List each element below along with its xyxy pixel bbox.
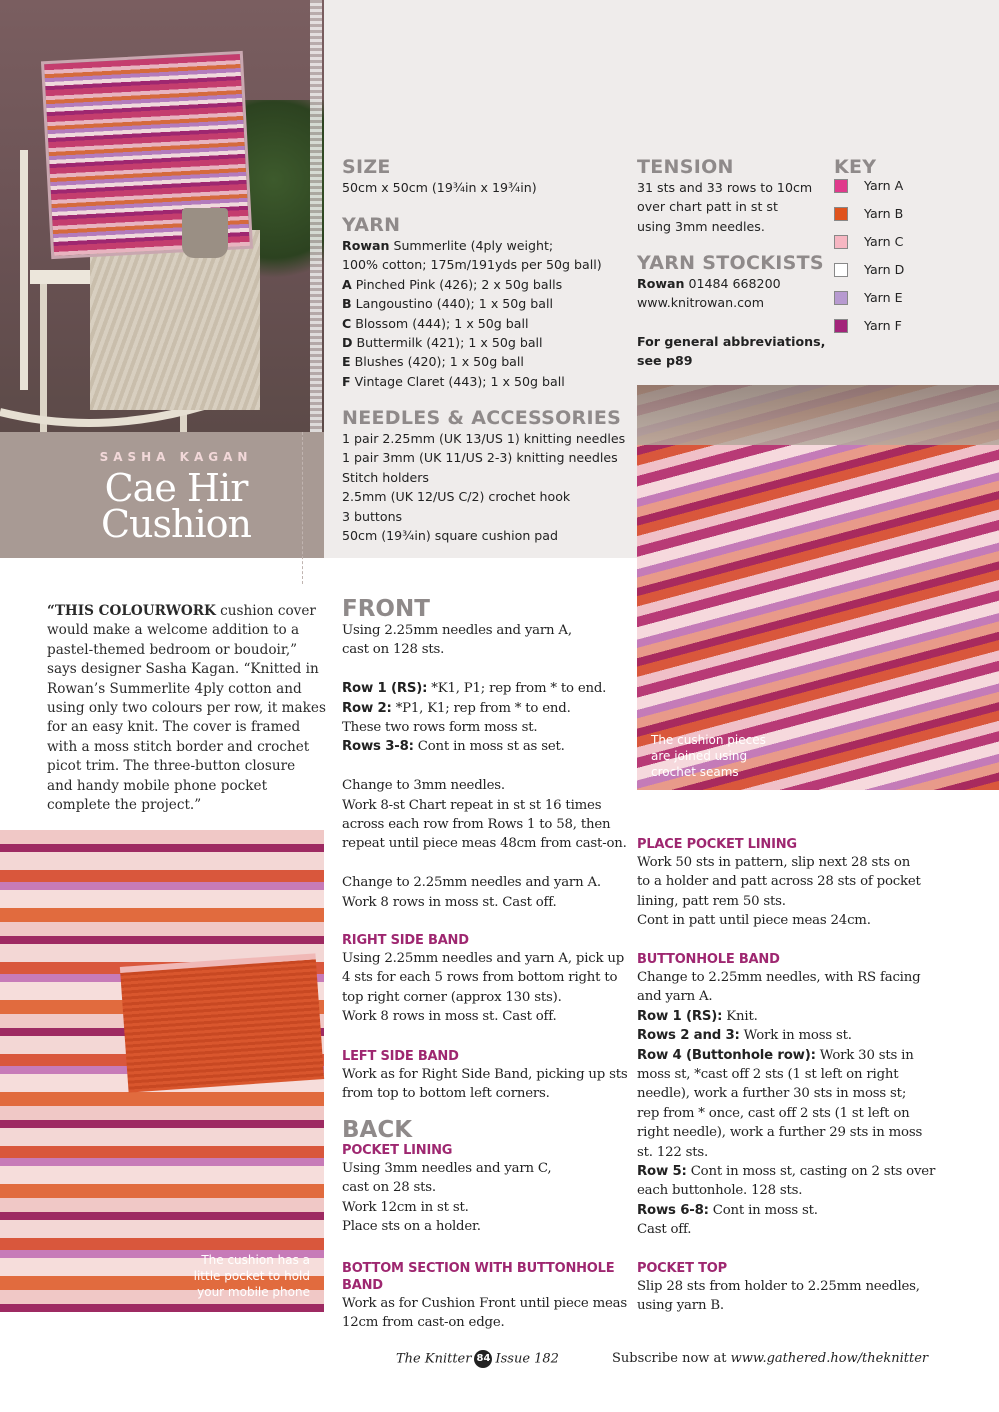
abbreviations-note: see p89 xyxy=(637,353,693,369)
knitted-throw xyxy=(90,230,260,410)
text-line: moss st, *cast off 2 sts (1 st left on right xyxy=(637,1067,899,1083)
key-label: Yarn F xyxy=(864,318,902,333)
yarn-item: Pinched Pink (426); 2 x 50g balls xyxy=(351,276,563,292)
row-label: Rows 2 and 3: xyxy=(637,1028,740,1044)
row-label: Row 4 (Buttonhole row): xyxy=(637,1047,816,1063)
text-line: across each row from Rows 1 to 58, then xyxy=(342,817,611,833)
subscribe-url[interactable]: www.gathered.how/theknitter xyxy=(730,1351,929,1366)
text-line: to a holder and patt across 28 sts of pocket xyxy=(637,874,921,890)
intro-line: cushion cover xyxy=(220,603,316,619)
text-line: needle), work a further 30 sts in moss st; xyxy=(637,1086,907,1102)
intro-line: complete the project.” xyxy=(47,797,202,814)
text-line: Work 50 sts in pattern, slip next 28 sts on xyxy=(637,855,911,870)
row-text: Knit. xyxy=(722,1008,758,1024)
intro-lead: “THIS COLOURWORK xyxy=(47,603,216,619)
text-line: 12cm from cast-on edge. xyxy=(342,1315,505,1331)
text-line: These two rows form moss st. xyxy=(342,720,538,736)
text-line: Slip 28 sts from holder to 2.25mm needles, xyxy=(637,1279,920,1294)
size-heading: SIZE xyxy=(342,156,391,178)
tension-section xyxy=(637,156,827,236)
text-line: lining, patt rem 50 sts. xyxy=(637,893,786,909)
text-line: cast on 28 sts. xyxy=(342,1180,436,1196)
row-text: Cont in moss st. xyxy=(708,1202,818,1218)
yarn-heading: YARN xyxy=(342,214,401,236)
intro-line: and handy mobile phone pocket xyxy=(47,777,268,794)
yarn-section xyxy=(342,214,636,391)
row-label: Row 1 (RS): xyxy=(342,681,428,697)
intro-line: pastel-themed bedroom or boudoir,” xyxy=(47,641,298,658)
needle-item: 2.5mm (UK 12/US C/2) crochet hook xyxy=(342,489,571,505)
left-band-heading: LEFT SIDE BAND xyxy=(342,1049,459,1064)
text-line: Using 2.25mm needles and yarn A, xyxy=(342,623,572,638)
buttonhole-heading: BUTTONHOLE BAND xyxy=(637,952,780,967)
intro-line: using only two colours per row, it makes xyxy=(47,700,326,717)
key-label: Yarn A xyxy=(864,178,904,193)
text-line: from top to bottom left corners. xyxy=(342,1086,550,1102)
ceramic-mug xyxy=(182,208,228,258)
caption-line: The cushion pieces xyxy=(651,733,766,747)
intro-line: for an easy knit. The cover is framed xyxy=(47,719,301,736)
phone-pocket xyxy=(120,953,324,1092)
stockists-heading: YARN STOCKISTS xyxy=(637,252,824,274)
right-band-heading: RIGHT SIDE BAND xyxy=(342,933,469,948)
bottom-section-heading: BOTTOM SECTION WITH BUTTONHOLE BAND xyxy=(342,1261,615,1293)
text-line: Work as for Cushion Front until piece meas xyxy=(342,1296,628,1311)
yarn-code: A xyxy=(342,276,352,292)
needle-item: 3 buttons xyxy=(342,508,403,524)
text-line: Work as for Right Side Band, picking up sts xyxy=(342,1067,628,1082)
text-line: Work 8 rows in moss st. Cast off. xyxy=(342,894,557,910)
row-text: Work in moss st. xyxy=(739,1028,852,1044)
text-line: each buttonhole. 128 sts. xyxy=(637,1183,803,1199)
caption-line: little pocket to hold xyxy=(193,1269,310,1283)
text-line: Work 12cm in st st. xyxy=(342,1199,469,1215)
page-number: 84 xyxy=(474,1350,492,1368)
needle-item: Stitch holders xyxy=(342,469,429,485)
text-line: Change to 2.25mm needles, with RS facing xyxy=(637,970,921,985)
row-label: Row 5: xyxy=(637,1164,687,1180)
back-heading: BACK xyxy=(342,1117,413,1143)
key-label: Yarn D xyxy=(864,262,905,277)
text-line: Place sts on a holder. xyxy=(342,1219,481,1235)
key-item xyxy=(834,234,994,250)
pocket-top-section xyxy=(637,1260,937,1316)
place-pocket-heading: PLACE POCKET LINING xyxy=(637,837,797,852)
issue-number: Issue 182 xyxy=(495,1351,559,1367)
stockist-url: www.knitrowan.com xyxy=(637,295,764,311)
swatch-yarn-d xyxy=(834,263,848,277)
right-band-section xyxy=(342,932,636,1027)
text-line: Using 3mm needles and yarn C, xyxy=(342,1161,552,1176)
key-heading: KEY xyxy=(834,156,877,178)
key-item xyxy=(834,262,994,278)
needles-heading: NEEDLES & ACCESSORIES xyxy=(342,407,622,429)
key-label: Yarn E xyxy=(864,290,903,305)
swatch-yarn-a xyxy=(834,179,848,193)
stockists-section xyxy=(637,252,827,371)
caption-line: are joined using xyxy=(651,749,748,763)
footer-subscribe xyxy=(612,1351,928,1366)
text-line: Using 2.25mm needles and yarn A, pick up xyxy=(342,951,625,966)
intro-line: Rowan’s Summerlite 4ply cotton and xyxy=(47,680,302,697)
row-text: Cont in moss st, casting on 2 sts over xyxy=(686,1164,936,1180)
yarn-brand: Rowan xyxy=(342,238,390,253)
intro-line: would make a welcome addition to a xyxy=(47,622,300,639)
designer-name: SASHA KAGAN xyxy=(99,450,253,464)
text-line: rep from * once, cast off 2 sts (1 st left on xyxy=(637,1105,910,1121)
text-line: cast on 128 sts. xyxy=(342,642,445,658)
yarn-item: Blushes (420); 1 x 50g ball xyxy=(350,354,524,370)
key-item xyxy=(834,178,994,194)
bottom-section xyxy=(342,1260,636,1333)
row-label: Row 2: xyxy=(342,700,392,716)
yarn-code: D xyxy=(342,335,353,351)
cushion-chair-photo xyxy=(0,0,324,432)
yarn-code: B xyxy=(342,296,352,312)
intro-line: picot trim. The three-button closure xyxy=(47,758,296,775)
text-line: Change to 2.25mm needles and yarn A. xyxy=(342,875,601,891)
yarn-code: E xyxy=(342,354,351,370)
yarn-desc: Summerlite (4ply weight; xyxy=(389,238,554,253)
text-line: Change to 3mm needles. xyxy=(342,778,505,794)
yarn-desc: 100% cotton; 175m/191yds per 50g ball) xyxy=(342,257,602,273)
footer-magazine xyxy=(396,1350,559,1368)
tension-line: using 3mm needles. xyxy=(637,218,765,234)
magazine-name: The Knitter xyxy=(396,1351,472,1367)
intro-line: with a moss stitch border and crochet xyxy=(47,738,310,755)
pocket-top-heading: POCKET TOP xyxy=(637,1261,727,1276)
size-text: 50cm x 50cm (19¾in x 19¾in) xyxy=(342,180,537,195)
text-line: st. 122 sts. xyxy=(637,1144,709,1160)
text-line: 4 sts for each 5 rows from bottom right to xyxy=(342,970,618,986)
left-band-section xyxy=(342,1048,636,1104)
row-label: Row 1 (RS): xyxy=(637,1008,723,1024)
title-line: Cae Hir xyxy=(104,466,248,510)
swatch-yarn-e xyxy=(834,291,848,305)
text-line: Cast off. xyxy=(637,1222,692,1238)
intro-paragraph xyxy=(47,602,326,815)
text-line: repeat until piece meas 48cm from cast-on. xyxy=(342,836,627,852)
caption-line: your mobile phone xyxy=(197,1285,310,1299)
caption-line: The cushion has a xyxy=(201,1253,310,1267)
text-line: right needle), work a further 29 sts in moss xyxy=(637,1125,923,1141)
needle-item: 1 pair 3mm (UK 11/US 2-3) knitting needles xyxy=(342,450,618,466)
front-heading: FRONT xyxy=(342,596,430,622)
needle-item: 1 pair 2.25mm (UK 13/US 1) knitting needles xyxy=(342,431,626,446)
abbreviations-note: For general abbreviations, xyxy=(637,333,826,349)
yarn-item: Vintage Claret (443); 1 x 50g ball xyxy=(350,373,565,389)
tension-heading: TENSION xyxy=(637,156,734,178)
text-line: using yarn B. xyxy=(637,1298,724,1314)
text-line: Cont in patt until piece meas 24cm. xyxy=(637,913,871,929)
tension-line: over chart patt in st st xyxy=(637,199,778,215)
title-line: Cushion xyxy=(100,502,252,546)
row-text: *K1, P1; rep from * to end. xyxy=(427,681,607,697)
row-text: *P1, K1; rep from * to end. xyxy=(391,700,571,716)
swatch-yarn-c xyxy=(834,235,848,249)
stockist-brand: Rowan xyxy=(637,276,685,291)
front-section xyxy=(342,597,636,912)
yarn-item: Buttermilk (421); 1 x 50g ball xyxy=(352,335,543,351)
text-line: Work 8 rows in moss st. Cast off. xyxy=(342,1009,557,1025)
subscribe-text: Subscribe now at xyxy=(612,1351,731,1366)
yarn-code: C xyxy=(342,315,352,331)
intro-line: says designer Sasha Kagan. “Knitted in xyxy=(47,661,319,678)
row-text: Cont in moss st as set. xyxy=(413,739,565,755)
text-line: and yarn A. xyxy=(637,989,713,1005)
dotted-divider xyxy=(302,432,303,584)
key-item xyxy=(834,318,994,334)
key-label: Yarn C xyxy=(864,234,904,249)
bottom-photo-caption xyxy=(170,1252,310,1300)
buttonhole-section xyxy=(637,951,937,1240)
swatch-yarn-b xyxy=(834,207,848,221)
yarn-item: Blossom (444); 1 x 50g ball xyxy=(351,315,529,331)
row-label: Rows 3-8: xyxy=(342,739,414,755)
chair-background xyxy=(637,385,999,445)
key-label: Yarn B xyxy=(864,206,904,221)
tension-line: 31 sts and 33 rows to 10cm xyxy=(637,180,813,195)
caption-line: crochet seams xyxy=(651,765,739,779)
yarn-code: F xyxy=(342,373,351,389)
back-section xyxy=(342,1118,636,1237)
right-photo-caption xyxy=(651,732,791,780)
place-pocket-section xyxy=(637,836,937,931)
size-section xyxy=(342,156,632,197)
swatch-yarn-f xyxy=(834,319,848,333)
pocket-lining-heading: POCKET LINING xyxy=(342,1143,453,1158)
key-item xyxy=(834,206,994,222)
needle-item: 50cm (19¾in) square cushion pad xyxy=(342,528,559,544)
stockist-phone: 01484 668200 xyxy=(684,276,781,291)
row-label: Rows 6-8: xyxy=(637,1202,709,1218)
text-line: top right corner (approx 130 sts). xyxy=(342,989,562,1005)
needles-section xyxy=(342,407,636,545)
text-line: Work 8-st Chart repeat in st st 16 times xyxy=(342,797,602,813)
row-text: Work 30 sts in xyxy=(815,1047,914,1063)
pattern-title xyxy=(0,466,352,546)
key-item xyxy=(834,290,994,306)
seam-closeup-photo xyxy=(637,385,999,790)
yarn-item: Langoustino (440); 1 x 50g ball xyxy=(351,296,554,312)
